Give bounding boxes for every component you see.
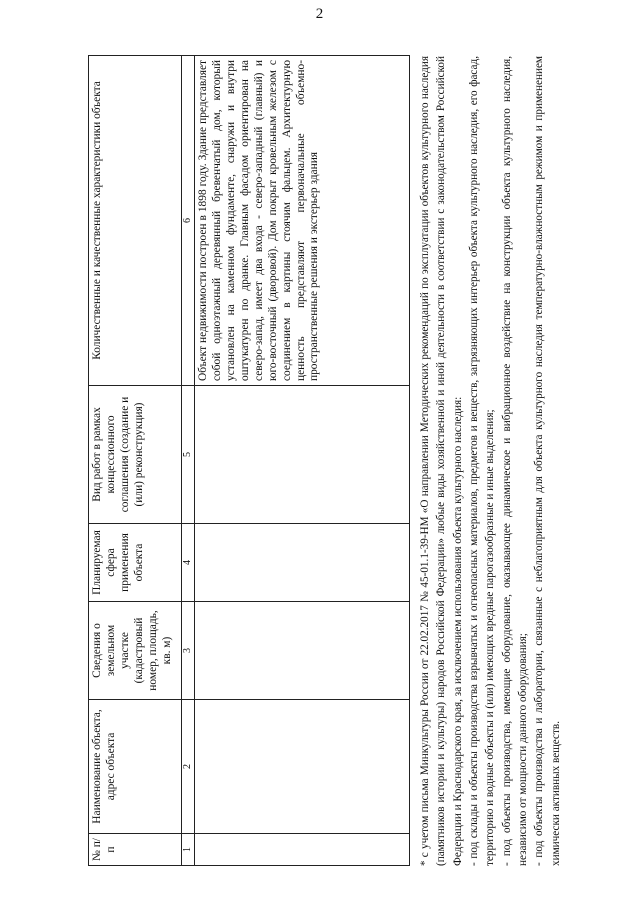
column-number: 5 [182,386,195,524]
column-number: 3 [182,602,195,700]
footnote-intro: * с учетом письма Минкультуры России от 22.02.2017 № 45-01.1-39-НМ «О направлении Методических рекомендаций по эксплуатации объектов культурного наследия (памятников истории и культуры) народов Российской Федерации» любые виды хозяйственной и иной деятельности в соответствии с законодательством Российской Федерации и Краснодарского края, за исключением использования объекта культурного наследия: [419,56,464,866]
objects-table [88,55,410,866]
header-num: № п/п [89,834,182,866]
header-characteristics: Количественные и качественные характеристики объекта [89,56,182,386]
footnote-item: - под склады и объекты производства взрывчатых и огнеопасных материалов, предметов и веществ, загрязняющих интерьер объекта культурного наследия, его фасад, территорию и водные объекты и (или) имеющих вредные парогазообразные и иные выделения; [468,56,497,866]
column-number: 2 [182,700,195,834]
header-name: Наименование объекта, адрес объекта [89,700,182,834]
cell-sphere [195,524,410,602]
footnote-item: - под объекты производства, имеющие оборудование, оказывающее динамическое и вибрационное воздействие на конструкции объекта культурного наследия, независимо от мощности данного оборудования; [500,56,530,866]
column-number: 1 [182,834,195,866]
page-number: 2 [315,6,324,22]
header-land: Сведения о земельном участке (кадастровый номер, площадь, кв. м) [89,602,182,700]
rotated-content [82,56,639,866]
cell-num [195,834,410,866]
table-row [195,56,410,866]
column-number-row [182,56,195,866]
footnote [417,56,564,866]
cell-works [195,386,410,524]
header-sphere: Планируемая сфера применения объекта [89,524,182,602]
header-works: Вид работ в рамках концессионного соглашения (создание и (или) реконструкция) [89,386,182,524]
cell-land [195,602,410,700]
cell-characteristics: Объект недвижимости построен в 1898 году. Здание представляет собой одноэтажный деревянный бревенчатый дом, который установлен на каменном фундаменте, снаружи и внутри оштукатурен по дранке. Главным фасадом ориентирован на северо-запад, имеет два входа - северо-западный (главный) и юго-восточный (дворовой). Дом покрыт кровельным железом с соединением в картины стоячим фальцем. Архитектурную ценность представляют первоначальные объемно-пространственные решения и экстерьер здания [195,56,410,386]
footnote-item: - под объекты производства и лаборатории, связанные с неблагоприятным для объекта культурного наследия температурно-влажностным режимом и применением химически активных веществ. [533,56,562,866]
cell-name [195,700,410,834]
column-number: 4 [182,524,195,602]
column-number: 6 [182,56,195,386]
table-header-row [89,56,182,866]
